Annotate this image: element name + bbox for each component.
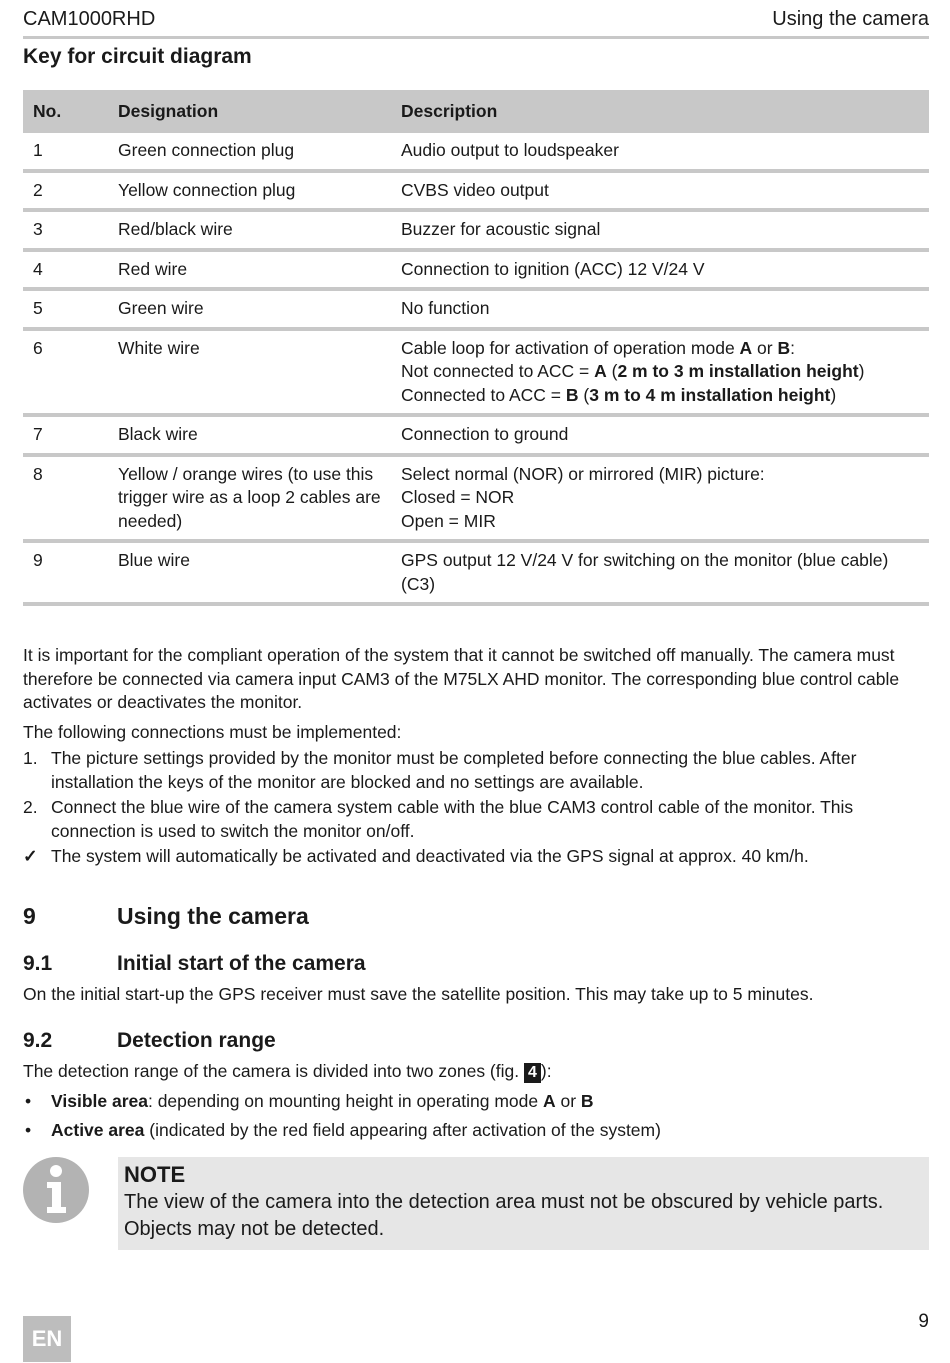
step-text: The picture settings provided by the monitor must be completed before connecting the blue cables. After installation the keys of the monitor are blocked and no settings are available. [51,748,857,792]
text: Cable loop for activation of operation mode [401,337,740,358]
note-box [118,1157,929,1250]
desc-line: Closed = NOR [401,487,515,507]
table-row [23,415,929,455]
section-number: 9.1 [23,951,53,975]
text: ( [606,361,618,381]
text: or [752,337,778,358]
col-header-no: No. [23,90,108,133]
section-heading-9-2 [23,1029,929,1057]
col-header-designation: Designation [108,90,391,133]
text: : depending on mounting height in operating mode [147,1090,543,1111]
height-range: 3 m to 4 m installation height [589,384,831,405]
step-number: 2. [23,797,38,817]
cell-designation: White wire [108,329,391,416]
paragraph-important: It is important for the compliant operation of the system that it cannot be switched off manually. The camera must therefore be connected via camera input CAM3 of the M75LX AHD monitor. The corresponding blue control cable activates or deactivates the monitor. [23,645,900,712]
text: : [790,337,795,358]
list-item [23,796,929,843]
cell-designation: Red wire [108,250,391,290]
result-text: The system will automatically be activated and deactivated via the GPS signal at approx. 40 km/h. [51,846,809,866]
figure-reference[interactable]: 4 [524,1063,541,1083]
list-item [23,1119,929,1143]
text: Connected to ACC = [401,384,566,405]
text: ): [540,1061,552,1081]
cell-no: 1 [23,133,108,171]
cell-designation: Green wire [108,289,391,329]
section-heading-9 [23,903,929,933]
cell-designation: Yellow / orange wires (to use this trigger wire as a loop 2 cables are needed) [108,455,391,542]
header-model: CAM1000RHD [23,8,156,30]
cell-designation: Green connection plug [108,133,391,171]
table-row [23,455,929,542]
check-icon: ✓ [23,846,38,866]
mode-b: B [565,384,579,405]
mode-b: B [777,337,791,358]
section-number: 9 [23,902,36,929]
cell-description [391,455,929,542]
zones-list [23,1090,929,1143]
table-row [23,171,929,211]
step-number: 1. [23,748,38,768]
text: Not connected to ACC = [401,361,595,381]
cell-no: 9 [23,541,108,604]
desc-line [401,360,919,384]
mode-b: B [580,1090,594,1111]
text: ( [578,384,590,405]
key-table [23,90,929,606]
cell-no: 4 [23,250,108,290]
list-item [23,1090,929,1114]
paragraph-detection [23,1060,929,1084]
cell-designation: Yellow connection plug [108,171,391,211]
header-chapter: Using the camera [772,8,929,30]
height-range: 2 m to 3 m installation height [617,361,859,381]
mode-a: A [542,1090,556,1111]
cell-description: No function [391,289,929,329]
zone-name: Active area [51,1120,145,1140]
cell-description: Connection to ground [391,415,929,455]
cell-no: 3 [23,210,108,250]
text: ) [830,384,837,405]
cell-description [391,329,929,416]
result-line [23,845,929,869]
col-header-description: Description [391,90,929,133]
language-tab: EN [23,1316,71,1362]
section-title: Using the camera [117,902,309,929]
paragraph-following: The following connections must be implemented: [23,721,402,742]
zone-name: Visible area [51,1090,148,1111]
bullet-icon: • [25,1120,32,1140]
step-text: Connect the blue wire of the camera system cable with the blue CAM3 control cable of the monitor. This connection is used to switch the monitor on/off. [51,797,854,841]
section-title: Detection range [117,1029,276,1052]
key-title: Key for circuit diagram [23,45,252,68]
cell-no: 6 [23,329,108,416]
cell-designation: Red/black wire [108,210,391,250]
desc-line [401,337,919,361]
note-title: NOTE [124,1162,186,1187]
cell-no: 7 [23,415,108,455]
desc-line [401,384,919,408]
cell-description: CVBS video output [391,171,929,211]
table-row [23,329,929,416]
page [23,0,929,1149]
section-number: 9.2 [23,1029,53,1052]
steps-list [23,747,929,843]
cell-description: Connection to ignition (ACC) 12 V/24 V [391,250,929,290]
cell-no: 2 [23,171,108,211]
table-row [23,133,929,171]
cell-no: 5 [23,289,108,329]
table-row [23,289,929,329]
page-number: 9 [918,1311,929,1332]
text: The detection range of the camera is divided into two zones (fig. [23,1061,524,1081]
info-icon [23,1157,89,1223]
mode-a: A [739,337,753,358]
table-row [23,250,929,290]
text: or [555,1090,581,1111]
cell-description: Audio output to loudspeaker [391,133,929,171]
section-title: Initial start of the camera [117,951,366,975]
note-text: The view of the camera into the detection area must not be obscured by vehicle parts. Objects may not be detected. [124,1191,884,1240]
cell-designation: Blue wire [108,541,391,604]
running-header [23,0,929,39]
table-header-row [23,90,929,133]
cell-designation: Black wire [108,415,391,455]
section-heading-9-1 [23,952,929,980]
table-row [23,210,929,250]
text: (indicated by the red field appearing after activation of the system) [144,1120,661,1140]
cell-description: Buzzer for acoustic signal [391,210,929,250]
desc-line: Open = MIR [401,510,496,531]
paragraph-initial-start: On the initial start-up the GPS receiver must save the satellite position. This may take up to 5 minutes. [23,983,814,1004]
mode-a: A [594,361,607,381]
list-item [23,747,929,794]
cell-description: GPS output 12 V/24 V for switching on the monitor (blue cable) (C3) [391,541,929,604]
table-row [23,541,929,604]
desc-line: Select normal (NOR) or mirrored (MIR) picture: [401,463,765,484]
cell-no: 8 [23,455,108,542]
bullet-icon: • [25,1090,32,1111]
text: ) [858,361,865,381]
